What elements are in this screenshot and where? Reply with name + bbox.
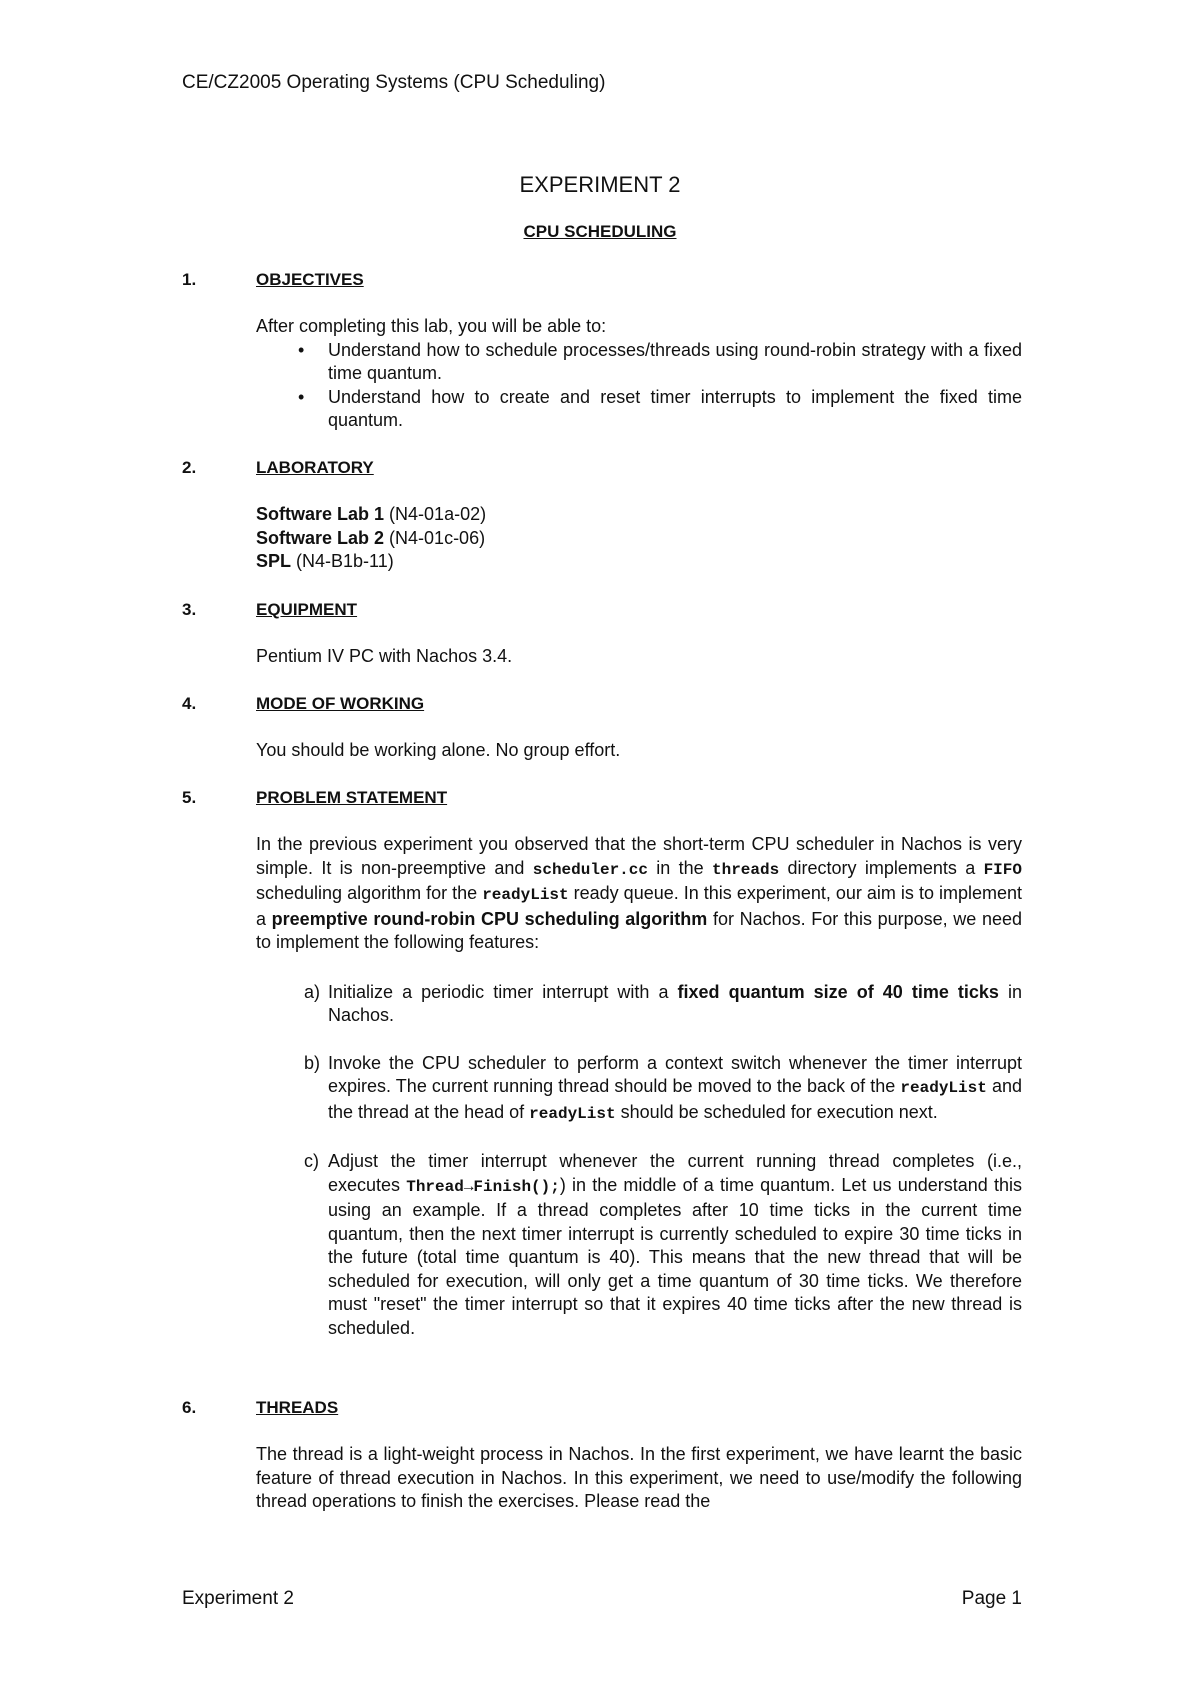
lab-entry: SPL (N4-B1b-11) bbox=[256, 551, 394, 571]
section-equipment bbox=[182, 600, 1022, 669]
section-title: MODE OF WORKING bbox=[256, 694, 425, 713]
section-objectives bbox=[182, 270, 1022, 433]
item-label: a) bbox=[304, 981, 321, 1002]
section-title: EQUIPMENT bbox=[256, 600, 358, 619]
section-number: 5. bbox=[182, 788, 197, 807]
item-label: b) bbox=[304, 1052, 321, 1073]
page-number: Page 1 bbox=[961, 1588, 1022, 1609]
problem-paragraph: In the previous experiment you observed that the short-term CPU scheduler in Nachos is very simple. It is non-preemptive and scheduler.cc in the threads directory implements a FIFO scheduling algorithm for the readyList ready queue. In this experiment, our aim is to implement a preemptive round-robin CPU scheduling algorithm for Nachos. For this purpose, we need to implement the following features: bbox=[256, 834, 1023, 952]
section-number: 6. bbox=[182, 1398, 197, 1417]
page-title: EXPERIMENT 2 bbox=[519, 172, 681, 197]
list-item: b) Invoke the CPU scheduler to perform a context switch whenever the timer interrupt expires. The current running thread should be moved to the back of the readyList and the thread at the head of readyList should be scheduled for execution next. bbox=[304, 1052, 1022, 1123]
section-mode-of-working bbox=[182, 694, 1022, 763]
page-subtitle: CPU SCHEDULING bbox=[523, 222, 677, 241]
section-problem-statement bbox=[182, 788, 1022, 1364]
section-title: OBJECTIVES bbox=[256, 270, 364, 289]
section-number: 1. bbox=[182, 270, 197, 289]
section-title: PROBLEM STATEMENT bbox=[256, 788, 448, 807]
section-title: THREADS bbox=[256, 1398, 339, 1417]
section-number: 4. bbox=[182, 694, 197, 713]
running-header: CE/CZ2005 Operating Systems (CPU Scheduling) bbox=[182, 72, 606, 93]
lab-entry: Software Lab 2 (N4-01c-06) bbox=[256, 527, 486, 548]
lab-entry: Software Lab 1 (N4-01a-02) bbox=[256, 504, 487, 524]
list-item: • Understand how to schedule processes/threads using round-robin strategy with a fixed time quantum. bbox=[298, 339, 1022, 383]
mode-text: You should be working alone. No group effort. bbox=[256, 740, 621, 760]
item-label: c) bbox=[304, 1151, 319, 1171]
bullet-icon: • bbox=[298, 386, 305, 407]
list-item: a) Initialize a periodic timer interrupt with a fixed quantum size of 40 time ticks in Nachos. bbox=[304, 981, 1022, 1025]
section-laboratory bbox=[182, 458, 1022, 574]
list-item: • Understand how to create and reset timer interrupts to implement the fixed time quantum. bbox=[298, 386, 1022, 430]
bullet-icon: • bbox=[298, 339, 305, 360]
section-threads bbox=[182, 1398, 1022, 1514]
objectives-intro: After completing this lab, you will be able to: bbox=[256, 316, 607, 336]
section-title: LABORATORY bbox=[256, 458, 374, 477]
equipment-text: Pentium IV PC with Nachos 3.4. bbox=[256, 646, 513, 666]
footer-left: Experiment 2 bbox=[182, 1588, 294, 1609]
list-item: c) Adjust the timer interrupt whenever the current running thread completes (i.e., executes Thread→Finish();) in the middle of a time quantum. Let us understand this using an example. If a thread completes after 10 time ticks in the current time quantum, then the next timer interrupt is currently scheduled to expire 30 time ticks in the future (total time quantum is 40). This means that the new thread that will be scheduled for execution, will only get a time quantum of 30 time ticks. We therefore must "reset" the timer interrupt so that it expires 40 time ticks after the new thread is scheduled. bbox=[304, 1151, 1022, 1338]
section-number: 3. bbox=[182, 600, 197, 619]
threads-paragraph: The thread is a light-weight process in Nachos. In the first experiment, we have learnt the basic feature of thread execution in Nachos. In this experiment, we need to use/modify the following thread operations to finish the exercises. Please read the bbox=[256, 1444, 1022, 1511]
section-number: 2. bbox=[182, 458, 197, 477]
